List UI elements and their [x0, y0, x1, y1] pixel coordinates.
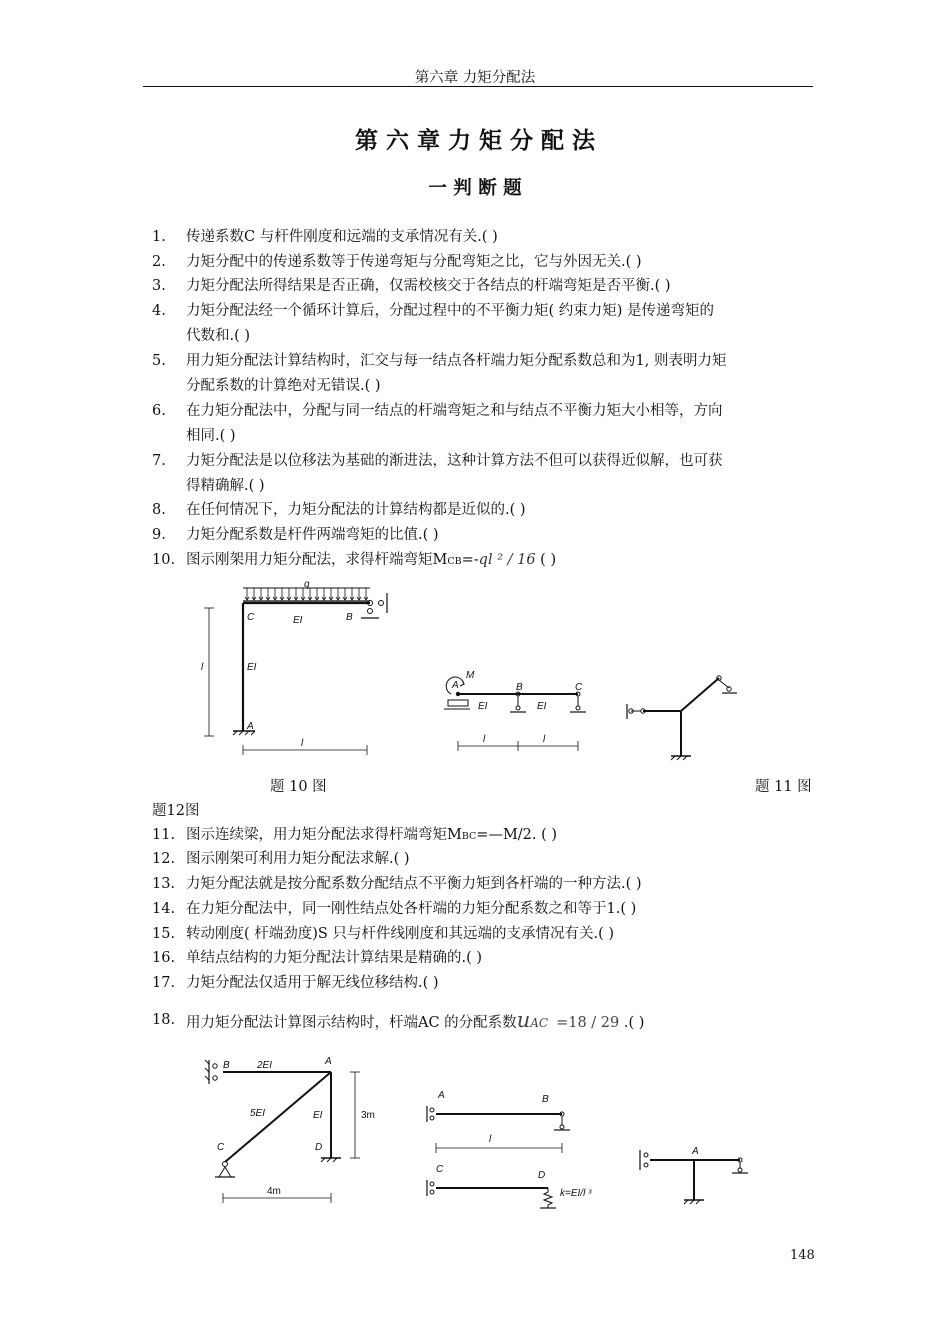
question-text: 图示刚架可利用力矩分配法求解.( )	[186, 851, 410, 867]
question-number: 18.	[152, 1012, 176, 1028]
figure-18-t-frame	[632, 1138, 762, 1208]
moment-label: M	[466, 670, 475, 681]
figure-18-frame	[195, 1050, 395, 1210]
span-2-stiffness-label: EI	[537, 701, 547, 712]
question-text: 传递系数C 与杆件刚度和远端的支承情况有关.( )	[186, 229, 498, 245]
column-stiffness-label: EI	[247, 662, 257, 673]
question-text: 力矩分配系数是杆件两端弯矩的比值.( )	[186, 527, 439, 543]
question-number: 9.	[152, 527, 166, 543]
question-number: 17.	[152, 975, 176, 991]
question-text-line-2: 得精确解.( )	[186, 478, 265, 494]
span-2-length-label: l	[543, 734, 546, 745]
span-label: l	[489, 1134, 492, 1145]
question-number: 1.	[152, 229, 166, 245]
question-number: 13.	[152, 876, 176, 892]
question-text-line-1: 用力矩分配法计算结构时，汇交与每一结点各杆端力矩分配系数总和为1, 则表明力矩	[186, 353, 727, 369]
header-rule	[143, 86, 813, 87]
question-text-line-2: 代数和.( )	[186, 328, 251, 344]
question-number: 7.	[152, 453, 166, 469]
caption-fig12: 题12图	[152, 803, 200, 819]
question-text-tail: =—M/2. ( )	[476, 827, 558, 843]
node-b-label: B	[542, 1094, 549, 1105]
question-text-line-2: 相同.( )	[186, 428, 236, 444]
member-ac-stiffness-label: 5EI	[250, 1108, 266, 1119]
node-c-label: C	[217, 1142, 225, 1153]
question-number: 2.	[152, 254, 166, 270]
question-text: 转动刚度( 杆端劲度)S 只与杆件线刚度和其远端的支承情况有关.( )	[186, 926, 614, 942]
subscript: BC	[461, 831, 477, 842]
node-c-label: C	[575, 682, 583, 693]
formula: ql ² / 16	[478, 552, 536, 568]
node-a-label: A	[247, 721, 254, 732]
span-label: l	[301, 738, 304, 749]
node-d-label: D	[538, 1170, 546, 1181]
node-d-label: D	[315, 1142, 323, 1153]
question-number: 14.	[152, 901, 176, 917]
node-b-label: B	[346, 612, 353, 623]
question-text-line-1: 力矩分配法经一个循环计算后，分配过程中的不平衡力矩( 约束力矩) 是传递弯矩的	[186, 303, 715, 319]
question-text-tail: .( )	[619, 1015, 645, 1031]
question-number: 8.	[152, 502, 166, 518]
question-number: 10.	[152, 552, 176, 568]
member-ad-stiffness-label: EI	[313, 1110, 323, 1121]
beam-stiffness-label: EI	[293, 615, 303, 626]
question-number: 12.	[152, 851, 176, 867]
span-1-stiffness-label: EI	[478, 701, 488, 712]
spring-label: k=EI/l ³	[560, 1188, 592, 1199]
node-a-label: A	[438, 1090, 445, 1101]
question-number: 4.	[152, 303, 166, 319]
figure-10-frame	[195, 578, 415, 773]
question-number: 15.	[152, 926, 176, 942]
subscript: CB	[447, 556, 462, 567]
chapter-title: 第 六 章 力 矩 分 配 法	[354, 128, 596, 154]
figure-11-continuous-beam	[440, 662, 600, 762]
height-label: 3m	[361, 1110, 375, 1121]
node-a-label: A	[452, 680, 459, 691]
question-text: 力矩分配法仅适用于解无线位移结构.( )	[186, 975, 439, 991]
question-text: 单结点结构的力矩分配法计算结果是精确的.( )	[186, 950, 483, 966]
question-text: 力矩分配中的传递系数等于传递弯矩与分配弯矩之比，它与外因无关.( )	[186, 254, 642, 270]
page-number: 148	[790, 1248, 815, 1263]
question-text-line-2: 分配系数的计算绝对无错误.( )	[186, 378, 381, 394]
width-label: 4m	[267, 1186, 281, 1197]
question-number: 3.	[152, 278, 166, 294]
caption-fig10: 题 10 图	[270, 779, 327, 795]
span-1-length-label: l	[483, 734, 486, 745]
question-text: 力矩分配法所得结果是否正确，仅需校核交于各结点的杆端弯矩是否平衡.( )	[186, 278, 671, 294]
question-number: 5.	[152, 353, 166, 369]
question-number: 11.	[152, 827, 176, 843]
question-text: 图示刚架用力矩分配法，求得杆端弯矩M	[186, 552, 448, 568]
question-text: 在任何情况下，力矩分配法的计算结构都是近似的.( )	[186, 502, 526, 518]
figure-18-beams	[422, 1082, 622, 1212]
question-text: 力矩分配法就是按分配系数分配结点不平衡力矩到各杆端的一种方法.( )	[186, 876, 642, 892]
question-text-mid: =-	[461, 552, 479, 568]
section-title: 一 判 断 题	[428, 178, 522, 199]
node-a-label: A	[325, 1056, 332, 1067]
node-c-label: C	[247, 612, 255, 623]
formula: =18 / 29	[556, 1015, 620, 1031]
question-text: 图示连续梁，用力矩分配法求得杆端弯矩M	[186, 827, 462, 843]
running-header: 第六章 力矩分配法	[414, 70, 536, 86]
figure-12-frame	[625, 664, 745, 764]
mu-symbol: u	[516, 1008, 531, 1032]
caption-fig11: 题 11 图	[755, 779, 812, 795]
question-text: 在力矩分配法中，同一刚性结点处各杆端的力矩分配系数之和等于1.( )	[186, 901, 637, 917]
question-number: 16.	[152, 950, 176, 966]
node-c-label: C	[436, 1164, 444, 1175]
question-text: 用力矩分配法计算图示结构时，杆端AC 的分配系数	[186, 1015, 517, 1031]
question-text-line-1: 在力矩分配法中，分配与同一结点的杆端弯矩之和与结点不平衡力矩大小相等，方向	[186, 403, 723, 419]
node-b-label: B	[223, 1060, 230, 1071]
question-number: 6.	[152, 403, 166, 419]
mu-subscript: AC	[530, 1016, 549, 1030]
node-a-label: A	[692, 1146, 699, 1157]
node-b-label: B	[516, 682, 523, 693]
question-text-line-1: 力矩分配法是以位移法为基础的渐进法，这种计算方法不但可以获得近似解，也可获	[186, 453, 723, 469]
member-ba-stiffness-label: 2EI	[257, 1060, 273, 1071]
load-label: q	[304, 579, 310, 590]
question-text-tail: ( )	[535, 552, 557, 568]
height-label: l	[201, 662, 204, 673]
